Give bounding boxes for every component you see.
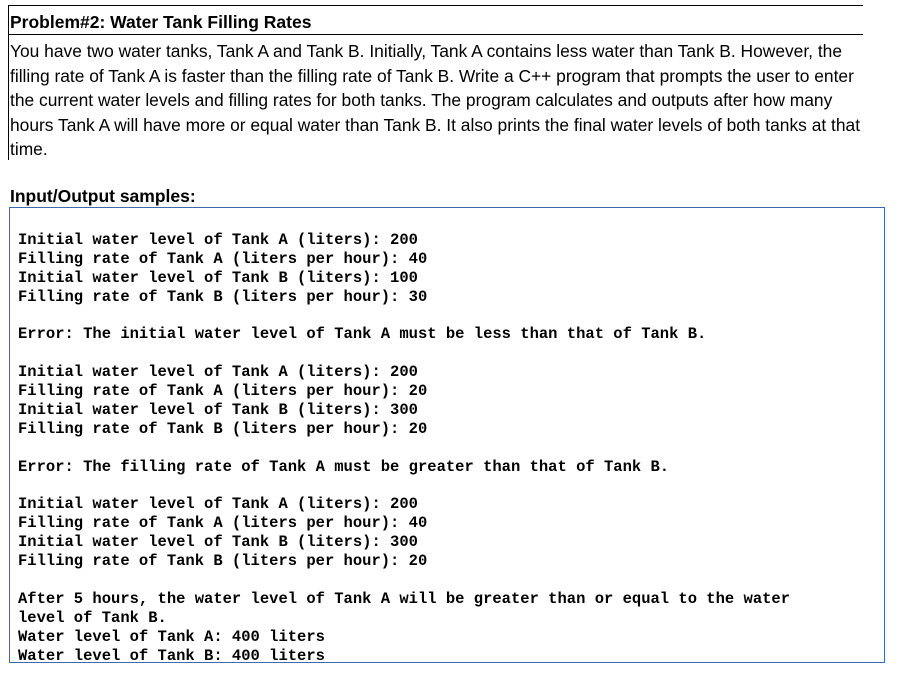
sample-blank-line	[18, 571, 880, 590]
sample-line: Initial water level of Tank B (liters): 300	[18, 401, 418, 420]
sample-line: Initial water level of Tank A (liters): 200	[18, 363, 418, 382]
left-rule	[8, 5, 9, 160]
sample-line: Initial water level of Tank B (liters): 300	[18, 533, 418, 552]
top-rule	[8, 5, 863, 6]
sample-line: Filling rate of Tank B (liters per hour): 20	[18, 552, 428, 571]
problem-title: Problem#2: Water Tank Filling Rates	[10, 12, 312, 32]
sample-blank-line	[18, 439, 880, 458]
sample-line: level of Tank B.	[18, 608, 167, 627]
sample-line: Error: The filling rate of Tank A must be greater than that of Tank B.	[18, 457, 670, 476]
sample-line: Filling rate of Tank A (liters per hour): 40	[18, 514, 428, 533]
sample-line: Error: The initial water level of Tank A must be less than that of Tank B.	[18, 325, 707, 344]
io-sample-box	[9, 207, 885, 663]
sample-line: Initial water level of Tank B (liters): 100	[18, 268, 418, 287]
sample-line: Water level of Tank B: 400 liters	[18, 646, 325, 665]
sample-line: Water level of Tank A: 400 liters	[18, 627, 325, 646]
samples-heading: Input/Output samples:	[10, 186, 196, 206]
sample-line: Filling rate of Tank B (liters per hour): 20	[18, 419, 428, 438]
sample-blank-line	[18, 307, 880, 326]
sample-line: Filling rate of Tank A (liters per hour): 20	[18, 382, 428, 401]
io-sample-text	[18, 231, 880, 665]
sample-line: Filling rate of Tank B (liters per hour): 30	[18, 287, 428, 306]
sample-line: Filling rate of Tank A (liters per hour): 40	[18, 249, 428, 268]
problem-description: You have two water tanks, Tank A and Tank B. Initially, Tank A contains less water than Tank B. However, the filling rate of Tank A is faster than the filling rate of Tank B. Write a C++ program that prompts the user to enter the current water levels and filling rates for both tanks. The program calculates and outputs after how many hours Tank A will have more or equal water than Tank B. It also prints the final water levels of both tanks at that time.	[10, 41, 861, 160]
sample-line: Initial water level of Tank A (liters): 200	[18, 495, 418, 514]
sample-blank-line	[18, 477, 880, 496]
sample-line: Initial water level of Tank A (liters): 200	[18, 231, 418, 249]
sample-blank-line	[18, 344, 880, 363]
title-rule	[8, 34, 863, 35]
sample-line: After 5 hours, the water level of Tank A will be greater than or equal to the water	[18, 589, 791, 608]
